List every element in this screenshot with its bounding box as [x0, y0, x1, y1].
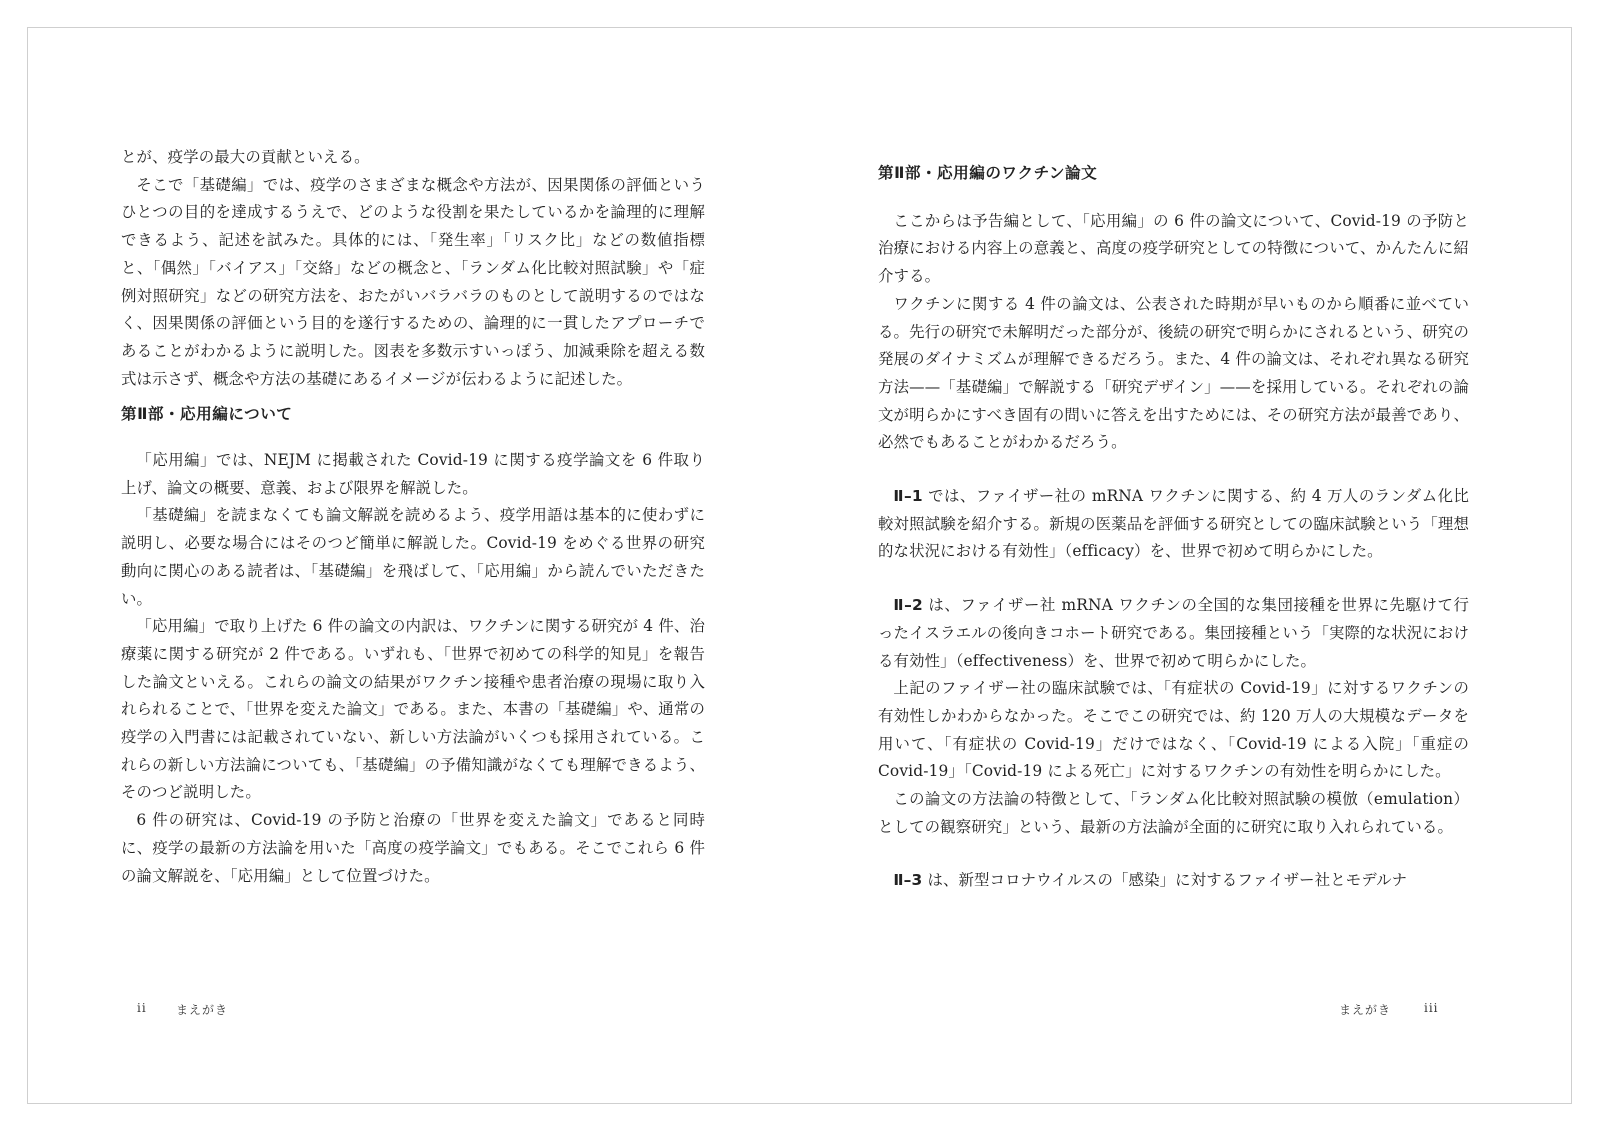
body-paragraph: 「応用編」で取り上げた 6 件の論文の内訳は、ワクチンに関する研究が 4 件、治療薬に関する研究が 2 件である。いずれも、「世界で初めての科学的知見」を報告した論文といえる。これらの論文の結果がワクチン接種や患者治療の現場に取り入れられることで、「世界を変えた論文」である。また、本書の「基礎編」や、通常の疫学の入門書には記載されていない、新しい方法論がいくつも採用されている。これらの新しい方法論についても、「基礎編」の予備知識がなくても理解できるよう、そのつど説明した。	[121, 617, 705, 802]
body-paragraph: そこで「基礎編」では、疫学のさまざまな概念や方法が、因果関係の評価というひとつの目的を達成するうえで、どのような役割を果たしているかを論理的に理解できるよう、記述を試みた。具体的には、「発生率」「リスク比」などの数値指標と、「偶然」「バイアス」「交絡」などの概念と、「ランダム化比較対照試験」や「症例対照研究」などの研究方法を、おたがいバラバラのものとして説明するのではなく、因果関係の評価という目的を遂行するための、論理的に一貫したアプローチであることがわかるように説明した。図表を多数示すいっぽう、加減乗除を超える数式は示さず、概念や方法の基礎にあるイメージが伝わるように記述した。	[121, 175, 705, 388]
section-heading: 第Ⅱ部・応用編のワクチン論文	[878, 164, 1098, 182]
item-text: は、新型コロナウイルスの「感染」に対するファイザー社とモデルナ	[927, 871, 1408, 890]
body-paragraph: 「応用編」では、NEJM に掲載された Covid-19 に関する疫学論文を 6 件取り上げ、論文の概要、意義、および限界を解説した。	[121, 451, 705, 497]
spacer	[878, 841, 1469, 867]
item-text: は、ファイザー社 mRNA ワクチンの全国的な集団接種を世界に先駆けて行ったイスラエルの後向きコホート研究である。集団接種という「実際的な状況における有効性」（effectiveness）を、世界で初めて明らかにした。	[878, 596, 1469, 670]
item-label: Ⅱ–2	[893, 596, 923, 615]
body-paragraph: 6 件の研究は、Covid-19 の予防と治療の「世界を変えた論文」であると同時に、疫学の最新の方法論を用いた「高度の疫学論文」でもある。そこでこれら 6 件の論文解説を、「応用編」として位置づけた。	[121, 811, 705, 885]
spacer	[878, 457, 1469, 483]
item-paragraph	[878, 483, 1469, 566]
body-paragraph: この論文の方法論の特徴として、「ランダム化比較対照試験の模倣（emulation）としての観察研究」という、最新の方法論が全面的に研究に取り入れられている。	[878, 790, 1469, 836]
body-paragraph: ワクチンに関する 4 件の論文は、公表された時期が早いものから順番に並べている。先行の研究で未解明だった部分が、後続の研究で明らかにされるという、研究の発展のダイナミズムが理解できるだろう。また、4 件の論文は、それぞれ異なる研究方法——「基礎編」で解説する「研究デザイン」——を採用している。それぞれの論文が明らかにすべき固有の問いに答えを出すためには、その研究方法が最善であり、必然でもあることがわかるだろう。	[878, 294, 1469, 452]
left-page-body	[121, 144, 705, 890]
item-paragraph	[878, 592, 1469, 675]
body-paragraph: 「基礎編」を読まなくても論文解説を読めるよう、疫学用語は基本的に使わずに説明し、必要な場合にはそのつど簡単に解説した。Covid-19 をめぐる世界の研究動向に関心のある読者は、「基礎編」を飛ばして、「応用編」から読んでいただきたい。	[121, 506, 705, 608]
right-page-body	[878, 160, 1469, 895]
item-paragraph	[878, 867, 1469, 895]
item-text: では、ファイザー社の mRNA ワクチンに関する、約 4 万人のランダム化比較対照試験を紹介する。新規の医薬品を評価する研究としての臨床試験という「理想的な状況における有効性」（efficacy）を、世界で初めて明らかにした。	[878, 487, 1469, 561]
item-label: Ⅱ–1	[893, 487, 923, 506]
page-number: iii	[1424, 1001, 1439, 1015]
item-label: Ⅱ–3	[893, 871, 923, 890]
body-paragraph: 上記のファイザー社の臨床試験では、「有症状の Covid-19」に対するワクチンの有効性しかわからなかった。そこでこの研究では、約 120 万人の大規模なデータを用いて、「有症状の Covid-19」だけではなく、「Covid-19 による入院」「重症の Covid-19」「Covid-19 による死亡」に対するワクチンの有効性を明らかにした。	[878, 679, 1469, 781]
section-heading: 第Ⅱ部・応用編について	[121, 405, 293, 424]
continued-paragraph: とが、疫学の最大の貢献といえる。	[121, 148, 370, 166]
spacer	[878, 566, 1469, 592]
running-title: まえがき	[1339, 1003, 1392, 1017]
body-paragraph: ここからは予告編として、「応用編」の 6 件の論文について、Covid-19 の予防と治療における内容上の意義と、高度の疫学研究としての特徴について、かんたんに紹介する。	[878, 211, 1469, 286]
page-number: ii	[137, 1001, 147, 1015]
running-title: まえがき	[176, 1003, 229, 1017]
